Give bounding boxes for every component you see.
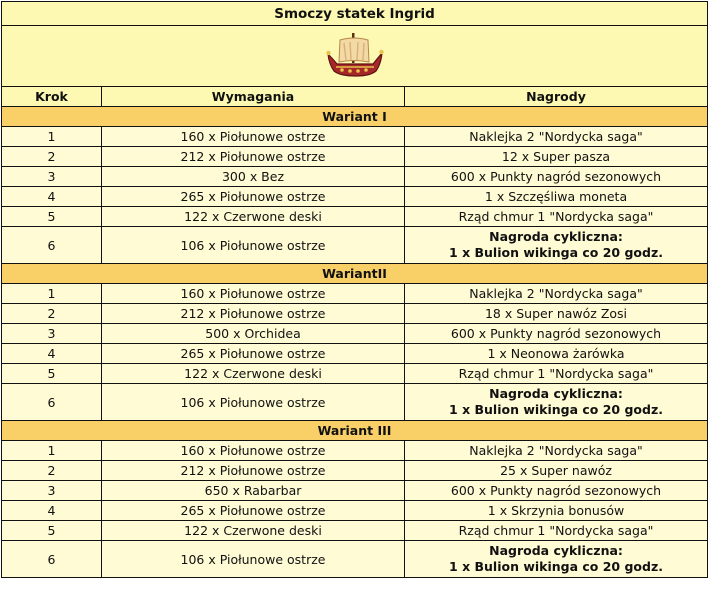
reward-cell: Naklejka 2 "Nordycka saga" [405,441,708,461]
variant-title: WariantII [2,264,708,284]
cyclic-reward-value: 1 x Bulion wikinga co 20 godz. [449,402,663,417]
requirement-cell: 212 x Piołunowe ostrze [102,147,405,167]
step-cell: 4 [2,187,102,207]
step-cell: 2 [2,461,102,481]
step-cell: 3 [2,167,102,187]
reward-cell: 12 x Super pasza [405,147,708,167]
step-cell: 6 [2,384,102,421]
column-header-requirements: Wymagania [102,87,405,107]
table-row [2,284,708,304]
reward-cell: Naklejka 2 "Nordycka saga" [405,284,708,304]
requirement-cell: 265 x Piołunowe ostrze [102,501,405,521]
table-row [2,441,708,461]
requirement-cell: 106 x Piołunowe ostrze [102,227,405,264]
column-header-rewards: Nagrody [405,87,708,107]
reward-cell: 1 x Szczęśliwa moneta [405,187,708,207]
table-row [2,481,708,501]
reward-cell: 25 x Super nawóz [405,461,708,481]
step-cell: 1 [2,127,102,147]
reward-cell [405,541,708,578]
step-cell: 4 [2,501,102,521]
table-row [2,147,708,167]
table-row [2,167,708,187]
reward-cell [405,227,708,264]
requirement-cell: 160 x Piołunowe ostrze [102,284,405,304]
requirement-cell: 212 x Piołunowe ostrze [102,461,405,481]
variant-row [2,264,708,284]
step-cell: 5 [2,364,102,384]
step-cell: 4 [2,344,102,364]
ship-row [2,26,708,87]
rewards-table [1,1,708,578]
reward-cell: 600 x Punkty nagród sezonowych [405,167,708,187]
column-header-step: Krok [2,87,102,107]
table-row [2,187,708,207]
step-cell: 2 [2,147,102,167]
reward-cell [405,384,708,421]
requirement-cell: 106 x Piołunowe ostrze [102,384,405,421]
cyclic-reward-label: Nagroda cykliczna: [489,229,623,244]
table-row [2,384,708,421]
step-cell: 3 [2,481,102,501]
reward-cell: Naklejka 2 "Nordycka saga" [405,127,708,147]
requirement-cell: 650 x Rabarbar [102,481,405,501]
step-cell: 2 [2,304,102,324]
page-title: Smoczy statek Ingrid [2,2,708,26]
reward-cell: 600 x Punkty nagród sezonowych [405,324,708,344]
requirement-cell: 500 x Orchidea [102,324,405,344]
table-row [2,364,708,384]
step-cell: 1 [2,284,102,304]
variant-title: Wariant III [2,421,708,441]
title-row [2,2,708,26]
requirement-cell: 212 x Piołunowe ostrze [102,304,405,324]
step-cell: 6 [2,227,102,264]
viking-ship-icon [326,31,384,81]
cyclic-reward-label: Nagroda cykliczna: [489,543,623,558]
table-row [2,304,708,324]
requirement-cell: 122 x Czerwone deski [102,521,405,541]
reward-cell: Rząd chmur 1 "Nordycka saga" [405,521,708,541]
table-row [2,344,708,364]
table-row [2,207,708,227]
table-row [2,227,708,264]
table-row [2,324,708,344]
table-row [2,541,708,578]
requirement-cell: 106 x Piołunowe ostrze [102,541,405,578]
reward-cell: 18 x Super nawóz Zosi [405,304,708,324]
step-cell: 1 [2,441,102,461]
step-cell: 3 [2,324,102,344]
requirement-cell: 122 x Czerwone deski [102,364,405,384]
reward-cell: 1 x Neonowa żarówka [405,344,708,364]
header-row [2,87,708,107]
requirement-cell: 300 x Bez [102,167,405,187]
variant-title: Wariant I [2,107,708,127]
reward-cell: 1 x Skrzynia bonusów [405,501,708,521]
table-row [2,127,708,147]
reward-cell: Rząd chmur 1 "Nordycka saga" [405,364,708,384]
step-cell: 6 [2,541,102,578]
table-row [2,521,708,541]
table-row [2,461,708,481]
requirement-cell: 122 x Czerwone deski [102,207,405,227]
requirement-cell: 160 x Piołunowe ostrze [102,127,405,147]
step-cell: 5 [2,207,102,227]
cyclic-reward-label: Nagroda cykliczna: [489,386,623,401]
reward-cell: Rząd chmur 1 "Nordycka saga" [405,207,708,227]
requirement-cell: 265 x Piołunowe ostrze [102,187,405,207]
variant-row [2,421,708,441]
requirement-cell: 265 x Piołunowe ostrze [102,344,405,364]
variant-row [2,107,708,127]
requirement-cell: 160 x Piołunowe ostrze [102,441,405,461]
step-cell: 5 [2,521,102,541]
reward-cell: 600 x Punkty nagród sezonowych [405,481,708,501]
cyclic-reward-value: 1 x Bulion wikinga co 20 godz. [449,245,663,260]
table-row [2,501,708,521]
cyclic-reward-value: 1 x Bulion wikinga co 20 godz. [449,559,663,574]
